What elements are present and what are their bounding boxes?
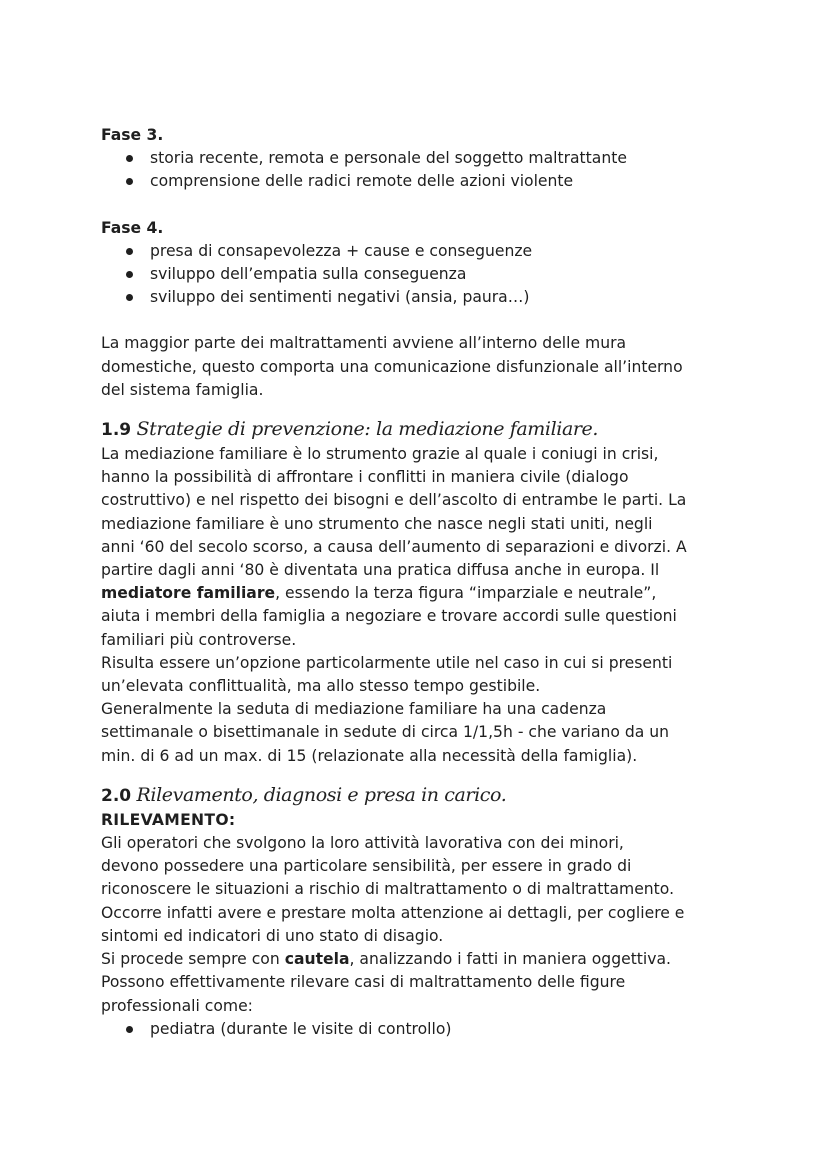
paragraph-mediazione	[101, 443, 741, 768]
bullet-icon	[126, 178, 133, 185]
text-line: La maggior parte dei maltrattamenti avviene all’interno delle mura	[101, 334, 627, 353]
text-line: domestiche, questo comporta una comunicazione disfunzionale all’interno	[101, 357, 683, 376]
fase-3-title: Fase 3.	[101, 126, 164, 144]
text-line: Generalmente la seduta di mediazione familiare ha una cadenza	[101, 700, 607, 719]
list-item-text: storia recente, remota e personale del soggetto maltrattante	[150, 149, 627, 168]
subheading-rilevamento: RILEVAMENTO:	[101, 810, 236, 829]
list-item-text: sviluppo dei sentimenti negativi (ansia, paura…)	[150, 288, 530, 307]
text-line: devono possedere una particolare sensibilità, per essere in grado di	[101, 857, 632, 876]
paragraph-rilevamento	[101, 832, 741, 1018]
fase-3-list	[101, 147, 741, 193]
list-item	[123, 170, 741, 193]
list-item	[123, 286, 741, 309]
list-item	[123, 240, 741, 263]
professionals-list	[101, 1018, 741, 1041]
fase-4-list	[101, 240, 741, 310]
text-line: Risulta essere un’opzione particolarmente utile nel caso in cui si presenti	[101, 653, 673, 672]
list-item	[123, 1018, 741, 1041]
text-line: Gli operatori che svolgono la loro attività lavorativa con dei minori,	[101, 834, 624, 853]
text-run: , analizzando i fatti in maniera oggettiva.	[349, 950, 671, 969]
text-run: , essendo la terza figura “imparziale e neutrale”,	[275, 584, 657, 603]
text-line	[101, 948, 741, 971]
text-line: anni ‘60 del secolo scorso, a causa dell’aumento di separazioni e divorzi. A	[101, 537, 687, 556]
section-number: 2.0	[101, 785, 132, 806]
bullet-icon	[126, 1026, 133, 1033]
text-line: aiuta i membri della famiglia a negoziare e trovare accordi sulle questioni	[101, 607, 677, 626]
list-item	[123, 147, 741, 170]
text-line: min. di 6 ad un max. di 15 (relazionate alla necessità della famiglia).	[101, 746, 638, 765]
text-line: hanno la possibilità di affrontare i conflitti in maniera civile (dialogo	[101, 468, 629, 487]
bold-term: cautela	[284, 950, 350, 969]
section-number: 1.9	[101, 420, 132, 441]
fase-4-title: Fase 4.	[101, 218, 164, 237]
text-line: professionali come:	[101, 996, 253, 1015]
text-line: familiari più controverse.	[101, 630, 297, 649]
bold-term: mediatore familiare	[101, 584, 276, 603]
list-item	[123, 263, 741, 286]
section-heading-2-0	[101, 782, 741, 809]
text-line: settimanale o bisettimanale in sedute di circa 1/1,5h - che variano da un	[101, 723, 670, 742]
text-line: La mediazione familiare è lo strumento grazie al quale i coniugi in crisi,	[101, 445, 659, 464]
bullet-icon	[126, 155, 133, 162]
text-line	[101, 582, 741, 605]
list-item-text: presa di consapevolezza + cause e conseguenze	[150, 241, 533, 260]
paragraph-maltrattamenti	[101, 332, 741, 402]
section-title: Rilevamento, diagnosi e presa in carico.	[136, 783, 507, 806]
section-title: Strategie di prevenzione: la mediazione familiare.	[136, 418, 599, 441]
text-line: del sistema famiglia.	[101, 380, 264, 399]
text-line: mediazione familiare è uno strumento che nasce negli stati uniti, negli	[101, 514, 653, 533]
list-item-text: sviluppo dell’empatia sulla conseguenza	[150, 265, 467, 284]
text-line: un’elevata conflittualità, ma allo stesso tempo gestibile.	[101, 677, 541, 696]
text-line: partire dagli anni ‘80 è diventata una pratica diffusa anche in europa. Il	[101, 561, 660, 580]
section-heading-1-9	[101, 416, 741, 443]
text-line: costruttivo) e nel rispetto dei bisogni e dell’ascolto di entrambe le parti. La	[101, 491, 687, 510]
list-item-text: comprensione delle radici remote delle azioni violente	[150, 172, 574, 191]
bullet-icon	[126, 271, 133, 278]
document-content	[101, 124, 741, 1041]
text-line: riconoscere le situazioni a rischio di maltrattamento o di maltrattamento.	[101, 880, 675, 899]
list-item-text: pediatra (durante le visite di controllo)	[150, 1019, 452, 1038]
text-line: sintomi ed indicatori di uno stato di disagio.	[101, 926, 444, 945]
bullet-icon	[126, 248, 133, 255]
text-line: Possono effettivamente rilevare casi di maltrattamento delle figure	[101, 973, 626, 992]
text-line: Occorre infatti avere e prestare molta attenzione ai dettagli, per cogliere e	[101, 903, 685, 922]
bullet-icon	[126, 294, 133, 301]
text-run: Si procede sempre con	[101, 950, 285, 969]
